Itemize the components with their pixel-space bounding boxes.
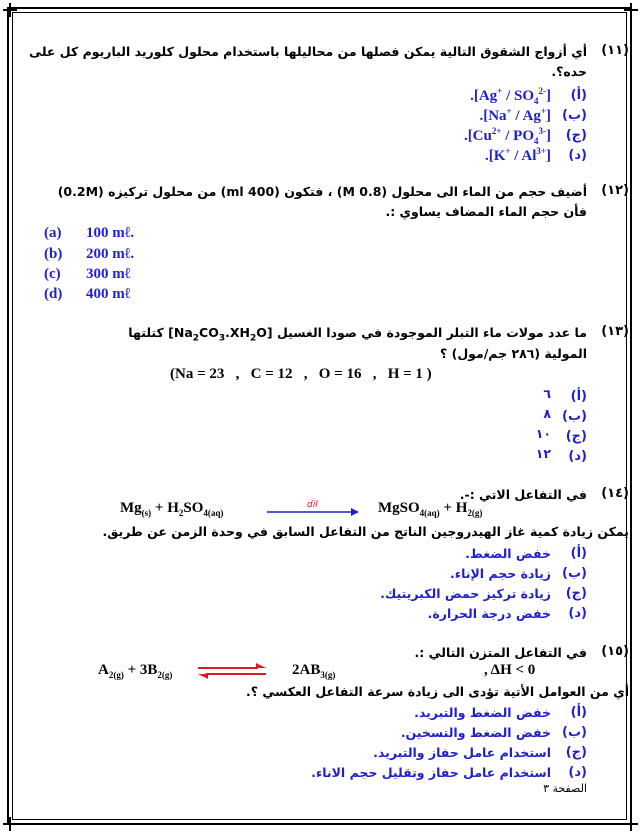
option-label: (b): [44, 246, 63, 262]
option-label: (أ): [570, 88, 587, 103]
option-label: (ب): [562, 108, 587, 123]
question-15-stem: في التفاعل المتزن التالي :.: [414, 645, 587, 660]
option-text: 300 mℓ: [86, 266, 131, 282]
option-text: 200 mℓ.: [86, 246, 135, 262]
question-12-number: (١٢): [601, 183, 629, 198]
question-14-stem: في التفاعل الاتي :-.: [459, 487, 587, 502]
question-14-stem-cont: يمكن زيادة كمية غاز الهيدروجين الناتج من التفاعل السابق في وحدة الزمن عن طريق.: [102, 524, 629, 539]
corner-ornament-bottom-right: [624, 817, 638, 831]
question-15-stem-cont: أي من العوامل الأتية تؤدى الى زيادة سرعة التفاعل العكسي ؟.: [246, 684, 629, 699]
option-label: (c): [44, 266, 61, 282]
option-text: خفض الضغط والتبريد.: [414, 705, 551, 720]
option-text: زيادة حجم الإناء.: [449, 566, 551, 581]
equilibrium-products: $2AB_{3(g)}$: [292, 662, 336, 680]
option-text: خفض الضغط والتسخين.: [400, 725, 551, 740]
corner-ornament-top-left: [3, 3, 17, 17]
option-text: ٦: [543, 386, 551, 401]
question-13-stem-cont: المولية (٢٨٦ جم/مول) ؟: [440, 346, 587, 361]
question-14-number: (١٤): [601, 486, 629, 501]
option-label: (ب): [562, 566, 587, 581]
question-15-number: (١٥): [601, 644, 629, 659]
option-label: (د): [568, 765, 587, 780]
option-label: (ج): [565, 429, 587, 444]
option-label: (د): [568, 449, 587, 464]
option-label: (d): [44, 286, 63, 302]
option-label: (ب): [562, 409, 587, 424]
option-label: (a): [44, 225, 62, 241]
corner-ornament-bottom-left: [3, 817, 17, 831]
option-text: زيادة تركيز حمض الكبريتيك.: [380, 586, 551, 601]
question-13-number: (١٣): [601, 324, 629, 339]
question-11-stem: أي أزواج الشقوق التالية يمكن فصلها من محاليلها باستخدام محلول كلوريد الباريوم كل على: [29, 44, 587, 59]
option-label: (ج): [565, 745, 587, 760]
option-label: (أ): [570, 389, 587, 404]
option-label: (ج): [565, 128, 587, 143]
option-text: ١٢: [535, 446, 551, 461]
corner-ornament-top-right: [624, 3, 638, 17]
atomic-masses: (Na = 23 , C = 12 , O = 16 , H = 1 ): [170, 366, 432, 382]
equilibrium-arrows: [196, 660, 268, 682]
option-text: ٨: [543, 406, 551, 421]
option-text: خفض درجة الحرارة.: [427, 606, 551, 621]
option-text: $.[K^+ / Al^{3+}]$: [484, 146, 551, 164]
page-number: الصفحة ٣: [543, 782, 587, 795]
option-text: 400 mℓ: [86, 286, 131, 302]
question-12-stem-cont: فأن حجم الماء المضاف يساوي :.: [385, 204, 587, 219]
reaction-products: MgSO$_{4(aq)}$ + $H_{2(g)}$: [378, 500, 483, 518]
option-text: .[Na+ / Ag+]: [479, 106, 551, 124]
arrow-condition-label: dil: [307, 500, 318, 510]
option-text: $.[Ag^+ / SO_4^{2-}]$: [470, 86, 551, 106]
option-label: (د): [568, 148, 587, 163]
option-text: $.[Cu^{2+} / PO_4^{3-}]$: [463, 126, 551, 146]
question-13-stem: ما عدد مولات ماء التبلر الموجودة في صودا الغسيل $[Na_2CO_3.XH_2O]$ كتلتها: [128, 325, 587, 344]
equilibrium-reactants: $A_{2(g)} + 3B_{2(g)}$: [98, 662, 173, 680]
option-text: خفض الضغط.: [465, 546, 551, 561]
option-label: (أ): [570, 705, 587, 720]
reaction-arrow: [265, 497, 360, 519]
option-text: 100 mℓ.: [86, 225, 135, 241]
option-label: (ب): [562, 725, 587, 740]
enthalpy-change: , ΔH < 0: [484, 662, 536, 678]
option-text: استخدام عامل حفاز والتبريد.: [373, 745, 551, 760]
option-label: (أ): [570, 546, 587, 561]
question-11-stem-cont: حده؟.: [551, 64, 587, 79]
question-11-number: (١١): [601, 43, 629, 58]
option-label: (ج): [565, 586, 587, 601]
option-text: استخدام عامل حفاز وتقليل حجم الاناء.: [311, 765, 551, 780]
reaction-reactants: $Mg_{(s)} + H_2SO_{4(aq)}$: [120, 500, 224, 518]
option-label: (د): [568, 606, 587, 621]
question-12-stem: أضيف حجم من الماء الى محلول (0.8 M) ، فتكون (400 ml) من محلول تركيزه (0.2M): [57, 184, 587, 199]
option-text: ١٠: [535, 426, 551, 441]
